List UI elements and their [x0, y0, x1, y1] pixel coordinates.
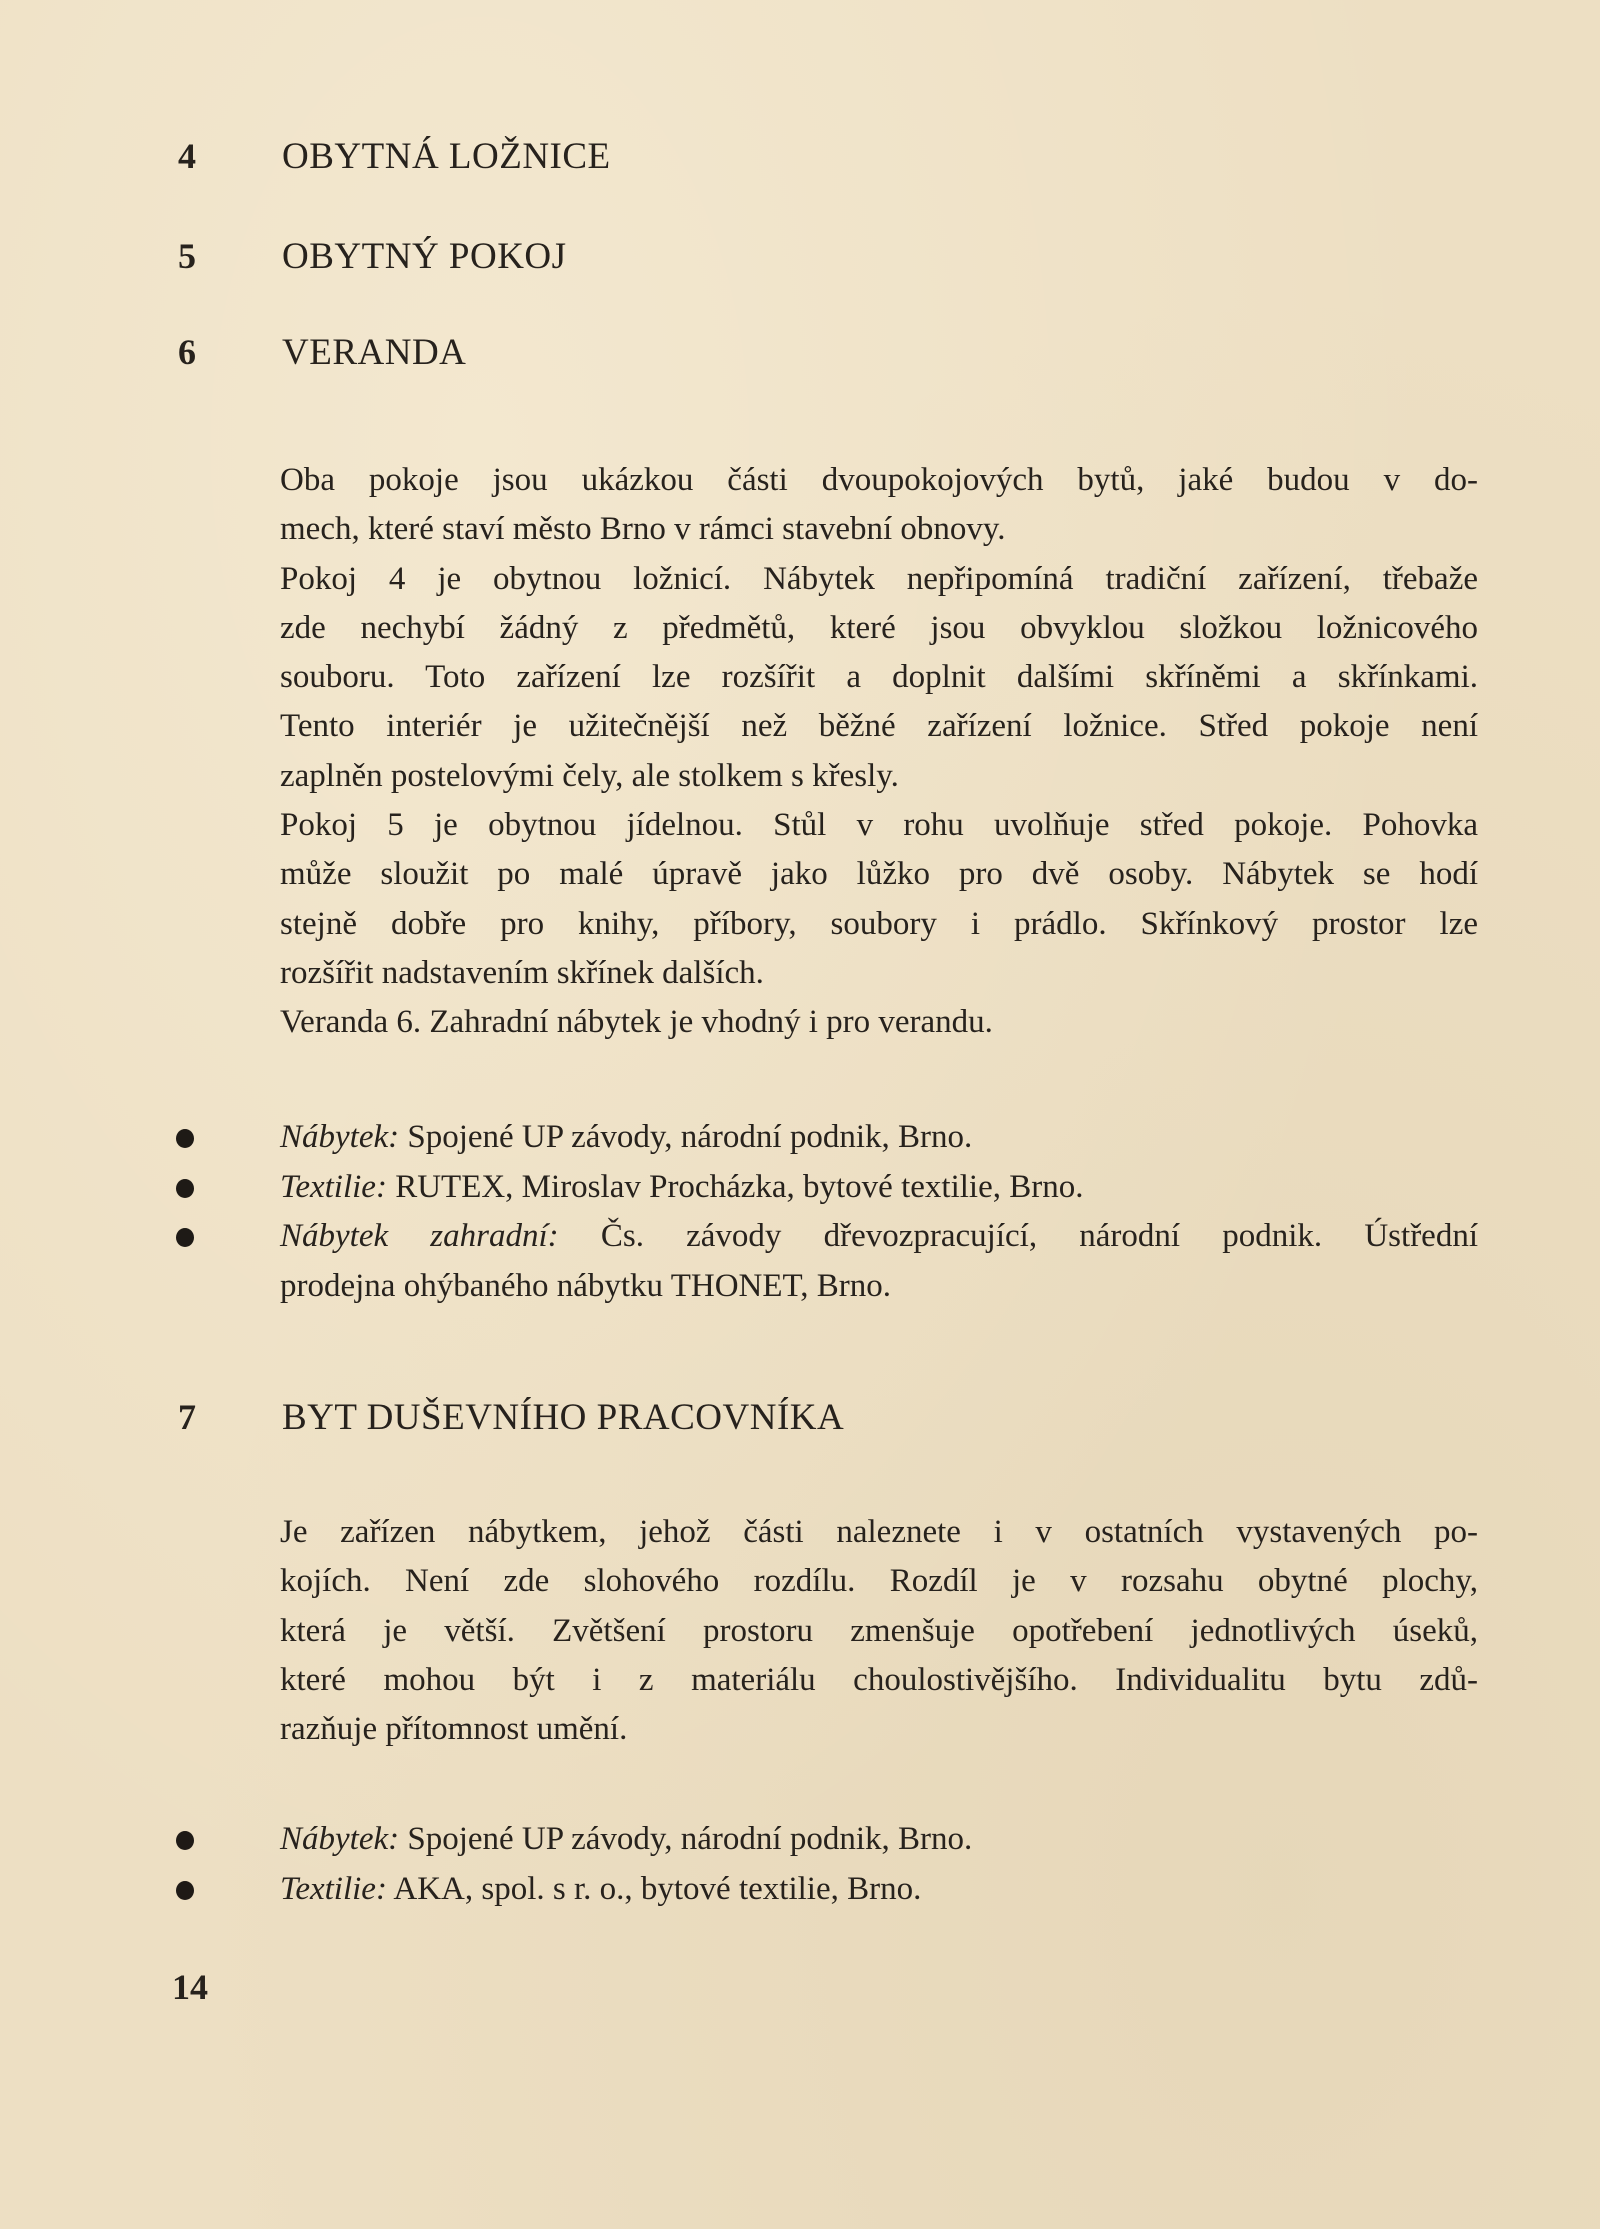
- section-number-4: 4: [178, 136, 196, 176]
- bullet-icon: [176, 1179, 194, 1198]
- text-line: která je větší. Zvětšení prostoru zmenšuje opotřebení jednotlivých úseků,: [280, 1612, 1478, 1649]
- text-line: razňuje přítomnost umění.: [280, 1711, 628, 1748]
- credits-list-rooms: [172, 1113, 1478, 1311]
- bullet-icon: [176, 1228, 194, 1247]
- text-line: zde nechybí žádný z předmětů, které jsou obvyklou složkou ložnicového: [280, 609, 1478, 646]
- text-line: Pokoj 5 je obytnou jídelnou. Stůl v rohu uvolňuje střed pokoje. Pohovka: [280, 807, 1478, 844]
- section-number-5: 5: [178, 236, 196, 276]
- credit-item-furniture: [172, 1815, 1478, 1865]
- credit-label: Nábytek zahradní:: [280, 1218, 559, 1254]
- text-line: Tento interiér je užitečnější než běžné zařízení ložnice. Střed pokoje není: [280, 708, 1478, 745]
- text-line: Veranda 6. Zahradní nábytek je vhodný i pro verandu.: [280, 1004, 993, 1041]
- credit-text: Čs. závody dřevozpracující, národní podnik. Ústřední: [600, 1218, 1478, 1254]
- text-line: které mohou být i z materiálu choulostivějšího. Individualitu bytu zdů-: [280, 1661, 1478, 1698]
- section-heading-byt-dusevniho-pracovnika: BYT DUŠEVNÍHO PRACOVNÍKA: [282, 1397, 845, 1438]
- section-heading-obytna-loznice: OBYTNÁ LOŽNICE: [282, 136, 611, 177]
- bullet-icon: [176, 1881, 194, 1900]
- text-line: rozšířit nadstavením skřínek dalších.: [280, 954, 764, 991]
- page-number: 14: [172, 1967, 208, 2007]
- paragraph-rooms-description: [280, 456, 1478, 1048]
- credit-text: RUTEX, Miroslav Procházka, bytové textilie, Brno.: [395, 1168, 1084, 1205]
- credit-label: Textilie:: [280, 1870, 387, 1907]
- bullet-icon: [176, 1831, 194, 1850]
- credit-item-furniture: [172, 1113, 1478, 1163]
- credit-text: Spojené UP závody, národní podnik, Brno.: [407, 1119, 973, 1155]
- section-heading-veranda: VERANDA: [282, 332, 467, 373]
- credit-item-garden-furniture: [172, 1212, 1478, 1311]
- credit-text: Spojené UP závody, národní podnik, Brno.: [407, 1821, 973, 1857]
- credit-item-textiles: [172, 1865, 1478, 1915]
- credit-label: Nábytek:: [280, 1821, 400, 1857]
- credits-list-apartment: [172, 1815, 1478, 1914]
- credit-text: AKA, spol. s r. o., bytové textilie, Brno.: [393, 1870, 922, 1907]
- section-number-7: 7: [178, 1397, 196, 1437]
- section-number-6: 6: [178, 332, 196, 372]
- text-line: Pokoj 4 je obytnou ložnicí. Nábytek nepřipomíná tradiční zařízení, třebaže: [280, 560, 1478, 597]
- text-line: může sloužit po malé úpravě jako lůžko pro dvě osoby. Nábytek se hodí: [280, 856, 1478, 893]
- text-line: stejně dobře pro knihy, příbory, soubory i prádlo. Skřínkový prostor lze: [280, 905, 1478, 942]
- bullet-icon: [176, 1129, 194, 1148]
- text-line: souboru. Toto zařízení lze rozšířit a doplnit dalšími skříněmi a skřínkami.: [280, 659, 1478, 696]
- paragraph-apartment-description: [280, 1508, 1478, 1754]
- text-line: Oba pokoje jsou ukázkou části dvoupokojových bytů, jaké budou v do-: [280, 462, 1478, 498]
- text-line: mech, které staví město Brno v rámci stavební obnovy.: [280, 511, 1006, 548]
- text-line: zaplněn postelovými čely, ale stolkem s křesly.: [280, 757, 899, 794]
- credit-label: Nábytek:: [280, 1119, 400, 1155]
- credit-text-continued: prodejna ohýbaného nábytku THONET, Brno.: [280, 1267, 891, 1304]
- credit-label: Textilie:: [280, 1168, 387, 1205]
- text-line: kojích. Není zde slohového rozdílu. Rozdíl je v rozsahu obytné plochy,: [280, 1563, 1478, 1600]
- text-line: Je zařízen nábytkem, jehož části naleznete i v ostatních vystavených po-: [280, 1514, 1478, 1550]
- credit-item-textiles: [172, 1163, 1478, 1213]
- section-heading-obytny-pokoj: OBYTNÝ POKOJ: [282, 236, 567, 277]
